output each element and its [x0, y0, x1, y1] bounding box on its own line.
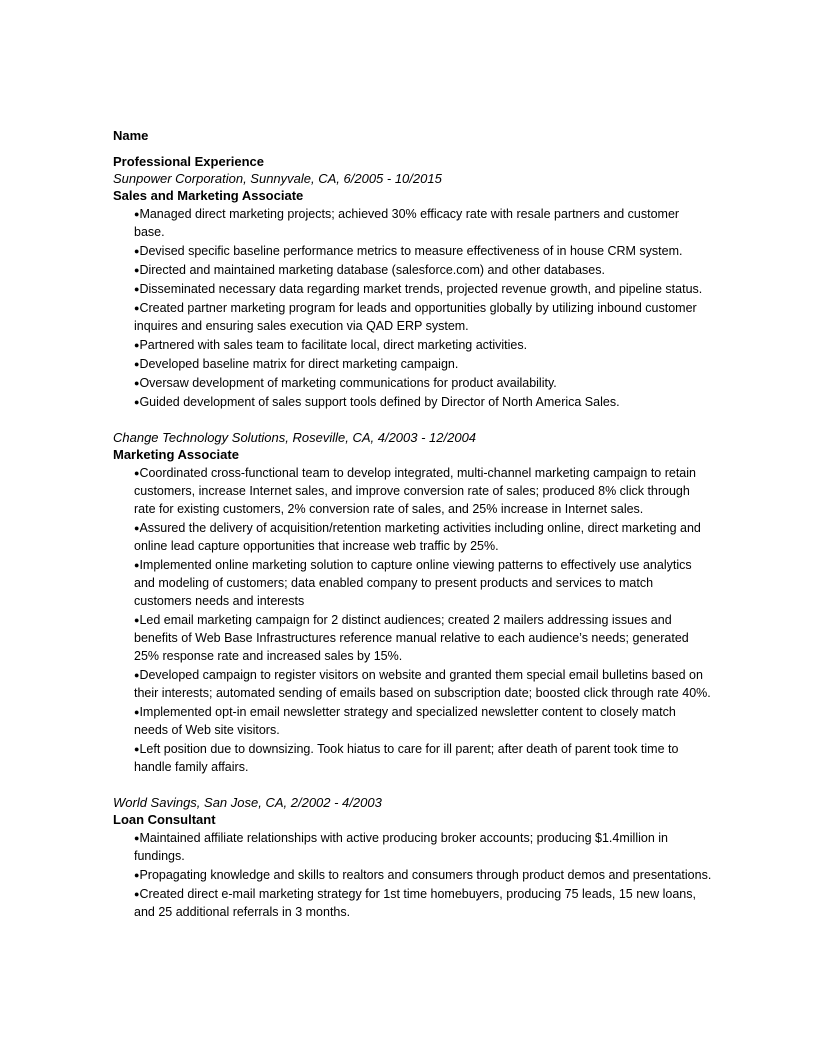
bullet-text: Created direct e-mail marketing strategy for 1st time homebuyers, producing 75 leads, 15 new loans, and 25 additional referrals in 3 months.: [134, 887, 696, 919]
bullet-icon: ●: [134, 615, 140, 625]
job-bullet: [134, 205, 713, 241]
bullet-text: Assured the delivery of acquisition/retention marketing activities including online, direct marketing and online lead capture opportunities that increase web traffic by 25%.: [134, 521, 701, 553]
bullet-icon: ●: [134, 523, 140, 533]
bullet-icon: ●: [134, 378, 140, 388]
bullet-text: Coordinated cross-functional team to develop integrated, multi-channel marketing campaign to retain customers, increase Internet sales, and improve conversion rate of sales; produced 8% click through rate for existing customers, 2% conversion rate of sales, and 25% increase in Internet sales.: [134, 466, 696, 516]
job-bullet: [134, 299, 713, 335]
job-bullet: [134, 261, 713, 279]
bullet-text: Propagating knowledge and skills to realtors and consumers through product demos and presentations.: [139, 868, 712, 882]
job-role: Marketing Associate: [113, 447, 239, 462]
bullet-icon: ●: [134, 265, 140, 275]
job-bullet: [134, 703, 713, 739]
job-entry: [113, 429, 713, 776]
bullet-text: Partnered with sales team to facilitate local, direct marketing activities.: [139, 338, 528, 352]
bullet-icon: ●: [134, 303, 140, 313]
candidate-name: Name: [113, 128, 149, 143]
bullet-text: Oversaw development of marketing communications for product availability.: [139, 376, 557, 390]
bullet-text: Implemented online marketing solution to capture online viewing patterns to effectively use analytics and modeling of customers; data enabled company to present products and services to match customers needs and interests: [134, 558, 692, 608]
bullet-text: Guided development of sales support tools defined by Director of North America Sales.: [139, 395, 620, 409]
job-bullet: [134, 336, 713, 354]
job-bullet: [134, 464, 713, 518]
job-company: Change Technology Solutions, Roseville, CA, 4/2003 - 12/2004: [113, 430, 477, 445]
job-bullet: [134, 374, 713, 392]
bullet-icon: ●: [134, 397, 140, 407]
bullet-icon: ●: [134, 670, 140, 680]
job-bullet: [134, 393, 713, 411]
bullet-text: Disseminated necessary data regarding market trends, projected revenue growth, and pipeline status.: [139, 282, 703, 296]
resume-page: [113, 127, 713, 939]
job-bullet: [134, 519, 713, 555]
job-bullet: [134, 280, 713, 298]
bullet-icon: ●: [134, 744, 140, 754]
bullet-text: Left position due to downsizing. Took hiatus to care for ill parent; after death of parent took time to handle family affairs.: [134, 742, 679, 774]
bullet-text: Developed baseline matrix for direct marketing campaign.: [139, 357, 459, 371]
bullet-text: Created partner marketing program for leads and opportunities globally by utilizing inbound customer inquires and ensuring sales execution via QAD ERP system.: [134, 301, 697, 333]
bullet-text: Managed direct marketing projects; achieved 30% efficacy rate with resale partners and customer base.: [134, 207, 680, 239]
job-role: Sales and Marketing Associate: [113, 188, 304, 203]
section-title-professional-experience: Professional Experience: [113, 154, 265, 169]
job-company: World Savings, San Jose, CA, 2/2002 - 4/2003: [113, 795, 382, 810]
bullet-icon: ●: [134, 359, 140, 369]
bullet-icon: ●: [134, 870, 140, 880]
job-bullet-list: [113, 464, 713, 776]
job-bullet: [134, 740, 713, 776]
bullet-icon: ●: [134, 340, 140, 350]
job-bullet: [134, 611, 713, 665]
bullet-icon: ●: [134, 833, 140, 843]
job-entry: [113, 170, 713, 411]
bullet-text: Maintained affiliate relationships with active producing broker accounts; producing $1.4million in fundings.: [134, 831, 668, 863]
bullet-text: Devised specific baseline performance metrics to measure effectiveness of in house CRM system.: [139, 244, 683, 258]
job-bullet-list: [113, 829, 713, 921]
bullet-icon: ●: [134, 246, 140, 256]
bullet-icon: ●: [134, 560, 140, 570]
job-bullet: [134, 866, 713, 884]
job-bullet: [134, 355, 713, 373]
bullet-icon: ●: [134, 468, 140, 478]
bullet-icon: ●: [134, 209, 140, 219]
job-company: Sunpower Corporation, Sunnyvale, CA, 6/2005 - 10/2015: [113, 171, 442, 186]
job-bullet-list: [113, 205, 713, 411]
job-bullet: [134, 885, 713, 921]
job-role: Loan Consultant: [113, 812, 216, 827]
bullet-icon: ●: [134, 889, 140, 899]
bullet-text: Led email marketing campaign for 2 distinct audiences; created 2 mailers addressing issues and benefits of Web Base Infrastructures reference manual relative to each audience’s needs; generated 25% response rate and increased sales by 15%.: [134, 613, 689, 663]
job-bullet: [134, 666, 713, 702]
job-bullet: [134, 556, 713, 610]
bullet-icon: ●: [134, 707, 140, 717]
bullet-text: Directed and maintained marketing database (salesforce.com) and other databases.: [139, 263, 605, 277]
job-bullet: [134, 829, 713, 865]
job-bullet: [134, 242, 713, 260]
job-entry: [113, 794, 713, 921]
bullet-icon: ●: [134, 284, 140, 294]
bullet-text: Implemented opt-in email newsletter strategy and specialized newsletter content to closely match needs of Web site visitors.: [134, 705, 676, 737]
bullet-text: Developed campaign to register visitors on website and granted them special email bulletins based on their interests; automated sending of emails based on subscription date; boosted click through rate 40%.: [134, 668, 711, 700]
